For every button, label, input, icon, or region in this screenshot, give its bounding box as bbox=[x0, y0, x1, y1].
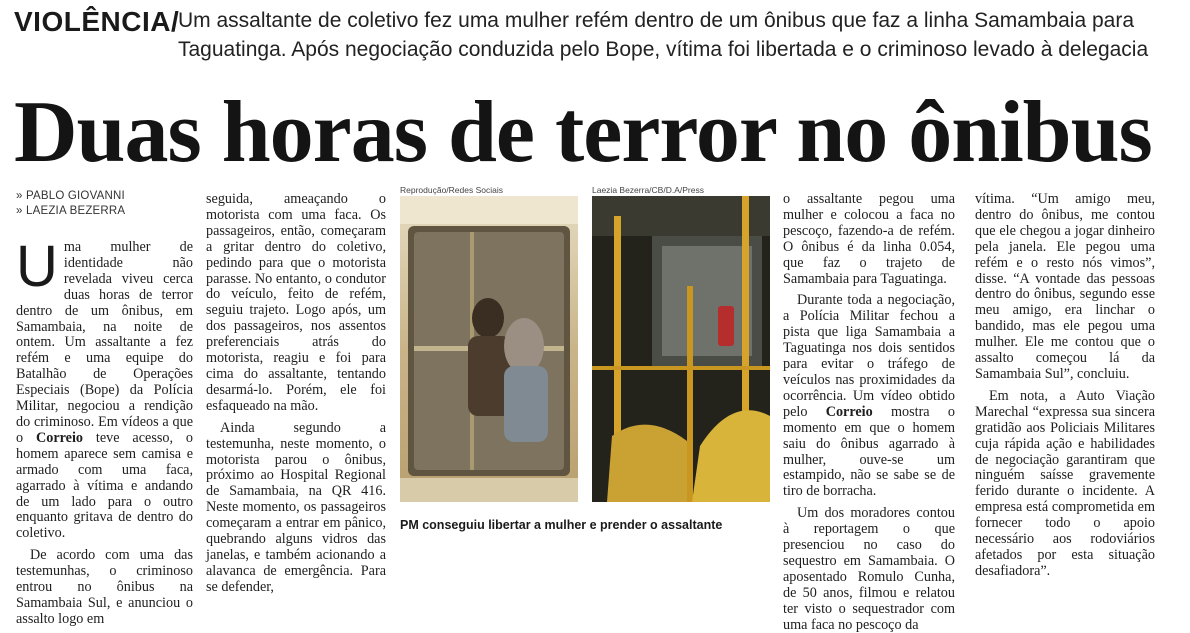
byline-1: » PABLO GIOVANNI bbox=[16, 190, 125, 202]
article-column-1 bbox=[16, 234, 193, 628]
bus-interior-image bbox=[592, 196, 770, 502]
paragraph: o assaltante pegou uma mulher e colocou a faca no pescoço, fazendo-a de refém. O ônibus é da linha 0.054, que faz o trajeto de Samambaia para Taguatinga. bbox=[783, 191, 955, 287]
paragraph: De acordo com uma das testemunhas, o criminoso entrou no ônibus na Samambaia Sul, e anunciou o assalto logo em bbox=[16, 547, 193, 627]
drop-cap: U bbox=[16, 234, 58, 299]
article-column-4 bbox=[975, 192, 1155, 580]
paragraph: vítima. “Um amigo meu, dentro do ônibus, me contou que ele chegou a jogar dinheiro pela janela. Ele pegou uma refém e o resto nós vimos”, disse. “A vontade das pessoas dentro do ônibus, segundo esse meu amigo, era linchar o bandido, mas ele pegou uma mulher. Ele me contou que o assalto começou lá da Samambaia Sul”, concluiu. bbox=[975, 191, 1155, 382]
photo-bus-window bbox=[400, 196, 578, 502]
bus-window-image bbox=[400, 196, 578, 502]
section-kicker: VIOLÊNCIA/ bbox=[14, 6, 180, 37]
article-column-2 bbox=[206, 192, 386, 596]
article-column-3 bbox=[783, 192, 955, 633]
paragraph: Durante toda a negociação, a Polícia Militar fechou a pista que liga Samambaia a Taguatinga nos dois sentidos para evitar o tráfego de veículos nas proximidades da ocorrência. Um vídeo obtido pelo Correio mostra o momento em que o homem saiu do ônibus agarrado à mulher, ouve-se um estampido, não se sabe se de tiro de borracha. bbox=[783, 292, 955, 500]
newspaper-name: Correio bbox=[825, 403, 873, 420]
article-deck: Um assaltante de coletivo fez uma mulher refém dentro de um ônibus que faz a linha Samambaia para Taguatinga. Após negociação conduzida pelo Bope, vítima foi libertada e o criminoso levado à delegacia bbox=[178, 9, 1149, 61]
newspaper-name: Correio bbox=[36, 429, 84, 446]
photo-credit-right: Laezia Bezerra/CB/D.A/Press bbox=[592, 185, 704, 195]
paragraph: Uma mulher de identidade não revelada viveu cerca duas horas de terror dentro de um ônibus, em Samambaia, na noite de ontem. Um assaltante a fez refém e uma equipe do Batalhão de Operações Especiais (Bope) da Polícia Militar, negociou a rendição do criminoso. Em vídeos a que o Correio teve acesso, o homem aparece sem camisa e armado com uma faca, agarrado à vítima e andando de um lado para o outro enquanto gritava de dentro do coletivo. bbox=[16, 234, 193, 542]
article-headline: Duas horas de terror no ônibus bbox=[14, 84, 1152, 181]
paragraph: Um dos moradores contou à reportagem o que presenciou no caso do sequestro em Samambaia. O aposentado Romulo Cunha, de 50 anos, filmou e relatou ter visto o sequestrador com uma faca no pescoço da bbox=[783, 505, 955, 633]
byline-2: » LAEZIA BEZERRA bbox=[16, 205, 126, 217]
photo-credit-left: Reprodução/Redes Sociais bbox=[400, 185, 504, 195]
photo-bus-interior bbox=[592, 196, 770, 502]
paragraph: seguida, ameaçando o motorista com uma faca. Os passageiros, então, começaram a gritar dentro do coletivo, pedindo para que o motorista parasse. No entanto, o condutor do veículo, feito de refém, seguiu trajeto. Logo após, um dos passageiros, nos assentos preferenciais atrás do motorista, reagiu e foi para cima do assaltante, tentando desarmá-lo. Porém, ele foi esfaqueado na mão. bbox=[206, 191, 386, 414]
photo-caption: PM conseguiu libertar a mulher e prender o assaltante bbox=[400, 518, 723, 532]
paragraph: Ainda segundo a testemunha, neste momento, o motorista parou o ônibus, próximo ao Hospital Regional de Samambaia, na QR 416. Neste momento, os passageiros começaram a entrar em pânico, quebrando alguns vidros das janelas, e também acionando a alavanca de emergência. Para se defender, bbox=[206, 419, 386, 595]
paragraph: Em nota, a Auto Viação Marechal “expressa sua sincera gratidão aos Policiais Militares cuja rápida ação e habilidades de negociação garantiram que ninguém saísse gravemente ferido durante o incidente. A empresa está comprometida em fornecer todo o apoio necessário aos rodoviários afetados por esta situação desafiadora”. bbox=[975, 387, 1155, 579]
